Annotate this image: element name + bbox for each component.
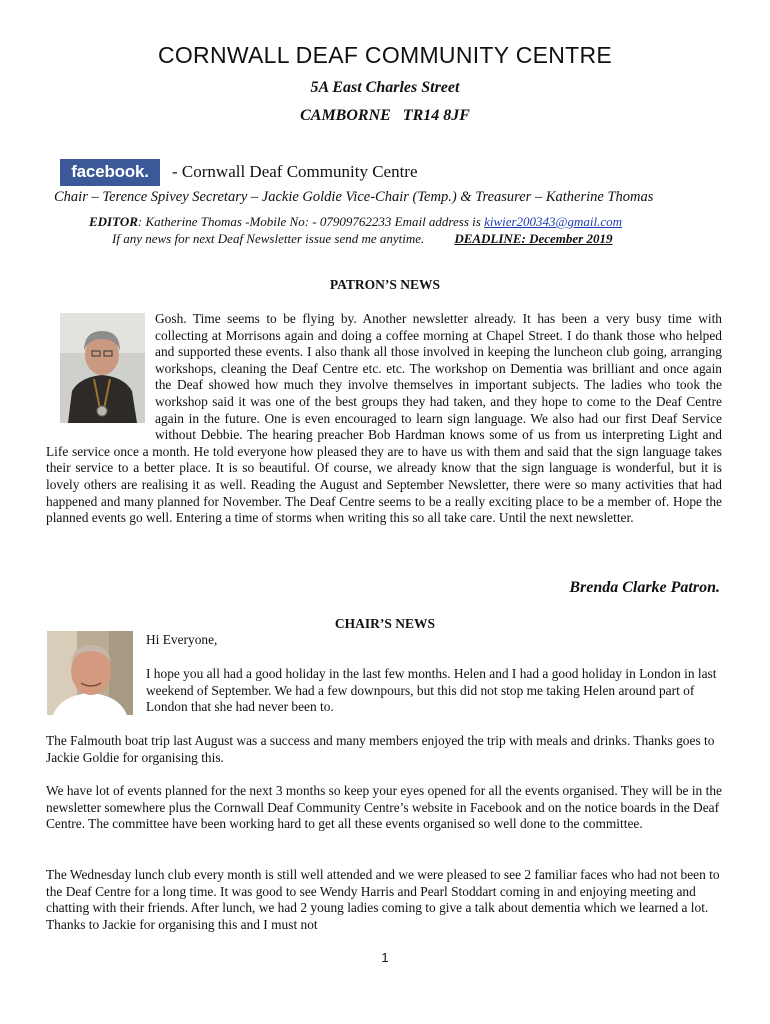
chair-para-3: We have lot of events planned for the next 3 months so keep your eyes opened for all the events organised. They will be in the newsletter somewhere plus the Cornwall Deaf Community Centre’s website in Facebook and on the notice boards in the Deaf Centre. The committee have been working hard to get all these events organised so well done to the committee. (46, 783, 722, 832)
patron-news-heading: PATRON’S NEWS (329, 277, 441, 292)
facebook-row (60, 158, 418, 186)
editor-label: EDITOR (89, 214, 138, 229)
newsletter-title: CORNWALL DEAF COMMUNITY CENTRE (157, 42, 613, 68)
chair-greeting: Hi Everyone, (146, 632, 218, 647)
facebook-page-name: - Cornwall Deaf Community Centre (172, 162, 418, 181)
facebook-logo-icon[interactable]: facebook. (60, 159, 160, 186)
editor-email-link[interactable]: kiwier200343@gmail.com (484, 214, 623, 229)
photo-wrap-spacer (46, 311, 155, 432)
chair-para-2: The Falmouth boat trip last August was a success and many members enjoyed the trip with meals and drinks. Thanks goes to Jackie Goldie for organising this. (46, 733, 715, 765)
deadline-text: DEADLINE: December 2019 (454, 231, 613, 246)
patron-news-body (46, 311, 722, 527)
news-request-text: If any news for next Deaf Newsletter issue send me anytime. (112, 231, 425, 246)
officers-line: Chair – Terence Spivey Secretary – Jackie Goldie Vice-Chair (Temp.) & Treasurer – Katherine Thomas (54, 189, 654, 205)
patron-news-text: Gosh. Time seems to be flying by. Another newsletter already. It has been a very busy time with collecting at Morrisons again and doing a coffee morning at Chapel Street. I do thank those who helped and supported these events. I also thank all those involved in keeping the luncheon club going, arranging workshops, cleaning the Deaf Centre etc. etc. The workshop on Dementia was brilliant and once again the Deaf showed how much they involve themselves in important subjects. The ladies who took the workshop said it was one of the best groups they had taken, and they hope to come to the Deaf Centre again in the future. One is even encouraged to learn sign language. We also had our first Deaf Service without Debbie. The hearing preacher Bob Hardman knows some of us from us interpreting Light and Life service once a month. He told everyone how pleased they are to have us with them and said that the sign language takes their service to a better place. It is so beautiful. Of course, we already know that the sign language is wonderful, but it is lovely others are realising it as well. Reading the August and September Newsletter, there were so many activities that had happened and many planned for November. The Deaf Centre seems to be a really exciting place to be a member of. Hope the planned events go well. Entering a time of storms when writing this so all take care. Until the next newsletter. (46, 311, 722, 526)
chair-news-heading: CHAIR’S NEWS (334, 616, 436, 631)
address-street: 5A East Charles Street (310, 79, 460, 96)
chair-para-1: I hope you all had a good holiday in the last few months. Helen and I had a good holiday in London in last weekend of September. We had a few downpours, but this did not stop me taking Helen around part of London that she had never been to. (146, 666, 717, 715)
patron-signoff: Brenda Clarke Patron. (569, 579, 720, 596)
news-request-line (112, 231, 612, 247)
editor-details: : Katherine Thomas -Mobile No: - 07909762233 Email address is (137, 214, 485, 229)
editor-line (89, 214, 622, 230)
address-town-postcode: CAMBORNE TR14 8JF (300, 107, 470, 124)
page-number: 1 (381, 950, 389, 965)
chair-para-4: The Wednesday lunch club every month is still well attended and we were pleased to see 2 familiar faces who had not been to the Deaf Centre for a long time. It was good to see Wendy Harris and Pearl Stoddart coming in and enjoying meeting and chatting with their friends. After lunch, we had 2 young ladies coming to give a talk about dementia which we learned a lot. Thanks to Jackie for organising this and I must not (46, 867, 720, 932)
chair-photo (47, 631, 133, 715)
